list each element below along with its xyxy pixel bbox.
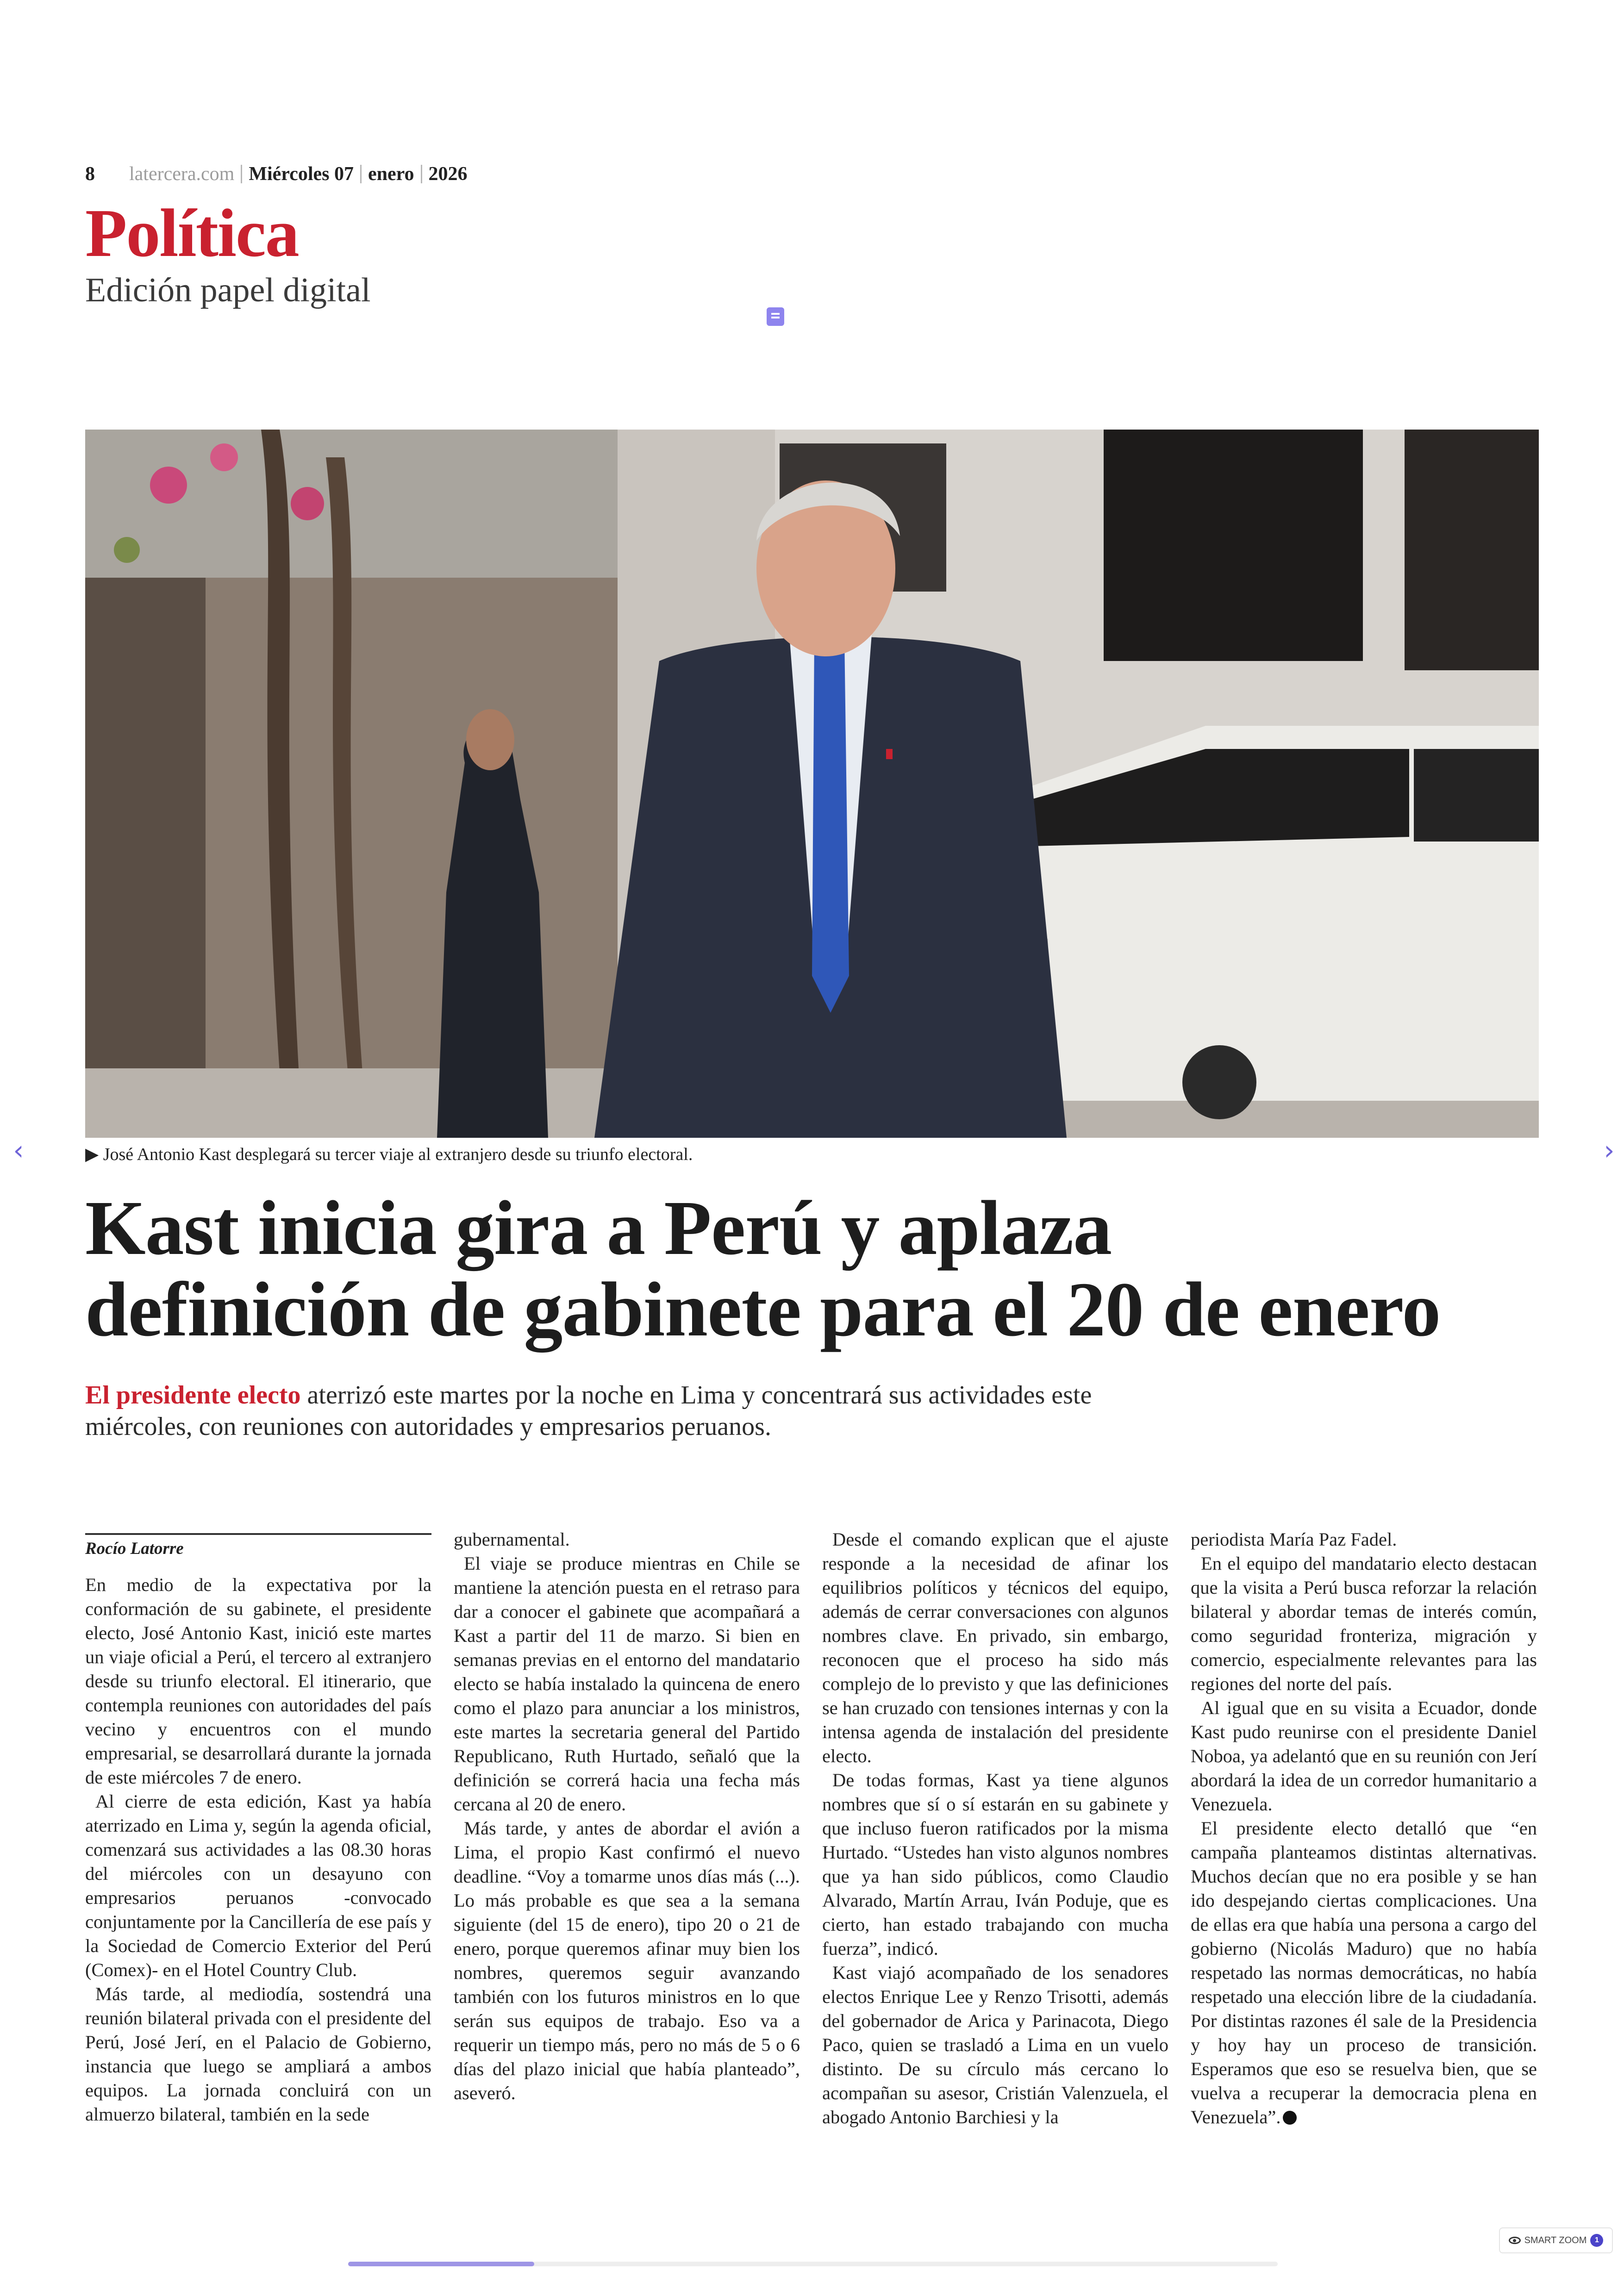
paragraph: periodista María Paz Fadel. (1191, 1529, 1397, 1550)
previous-page-button[interactable] (5, 1136, 32, 1164)
deck-text: aterrizó este martes por la noche en Lima y concentrará sus actividades este miércoles, con reuniones con autoridades y empresarios peruanos. (85, 1381, 1092, 1441)
paragraph: En el equipo del mandatario electo destacan que la visita a Perú busca reforzar la relación bilateral y abordar temas de interés común, como seguridad fronteriza, migración y comercio, especialmente relevantes para las regiones del norte del país. (1191, 1553, 1537, 1694)
paragraph: Al cierre de esta edición, Kast ya había aterrizado en Lima y, según la agenda oficial, comenzará sus actividades a las 08.30 horas del miércoles con un desayuno con empresarios peruanos -convocado conjuntamente por la Cancillería de ese país y la Sociedad de Comercio Exterior del Perú (Comex)- en el Hotel Country Club. (85, 1791, 431, 1980)
end-of-article-icon (1283, 2111, 1297, 2125)
article-column-2 (454, 1528, 800, 2105)
article-column-3 (822, 1528, 1168, 2129)
smart-zoom-label: SMART ZOOM (1524, 2235, 1587, 2245)
edition-label: Edición papel digital (85, 271, 371, 309)
paragraph-last (1191, 1816, 1537, 2129)
photo-caption: ▶ José Antonio Kast desplegará su tercer viaje al extranjero desde su triunfo electoral. (85, 1145, 693, 1164)
smart-zoom-button[interactable] (1499, 2227, 1613, 2253)
note-icon[interactable] (767, 307, 784, 326)
byline: Rocío Latorre (85, 1533, 431, 1559)
deck-kicker: El presidente electo (85, 1381, 301, 1409)
chevron-left-icon: ‹ (13, 1135, 24, 1166)
paragraph: gubernamental. (454, 1529, 570, 1550)
site-name: latercera.com (129, 163, 235, 185)
paragraph: Más tarde, y antes de abordar el avión a Lima, el propio Kast confirmó el nuevo deadline. “Voy a tomarme unos días más (...). Lo más probable es que sea a la semana siguiente (del 15 de enero), tipo 20 o 21 de enero, porque queremos afinar muy bien los nombres, queremos seguir avanzando también con los futuros ministros en lo que serán sus equipos de trabajo. Eso va a requerir un tiempo más, pero no más de 5 o 6 días del plazo inicial que había planteado”, aseveró. (454, 1818, 800, 2103)
folio-divider (360, 165, 362, 183)
folio-divider (421, 165, 422, 183)
article-photo (85, 430, 1539, 1138)
paragraph-text: El presidente electo detalló que “en campaña planteamos distintas alternativas. Muchos decían que no era posible y se han ido despejando ciertas complicaciones. Una de ellas era que había una persona a cargo del gobierno (Nicolás Maduro) que no había respetado las normas democráticas, no había respetado una elección libre de la ciudadanía. Por distintas razones él sale de la Presidencia y hoy hay un proceso de transición. Esperamos que eso se resuelva bien, que se vuelva a recuperar la democracia plena en Venezuela”. (1191, 1818, 1537, 2127)
paragraph: De todas formas, Kast ya tiene algunos nombres que sí o sí estarán en su gabinete y que incluso fueron ratificados por la misma Hurtado. “Ustedes han visto algunos nombres que ya han sido públicos, como Claudio Alvarado, Martín Arrau, Iván Poduje, que es cierto, han estado trabajando con mucha fuerza”, indicó. (822, 1770, 1168, 1959)
chevron-right-icon: › (1604, 1135, 1615, 1166)
section-title: Política (85, 195, 299, 271)
article-column-1 (85, 1573, 431, 2127)
paragraph: En medio de la expectativa por la conformación de su gabinete, el presidente electo, José Antonio Kast, inició este martes un viaje oficial a Perú, el tercero al extranjero desde su triunfo electoral. El itinerario, que contempla reuniones con autoridades del país vecino y encuentros con el mundo empresarial, se desarrollará durante la jornada de este miércoles 7 de enero. (85, 1574, 431, 1788)
eye-icon (1509, 2237, 1521, 2244)
next-page-button[interactable] (1595, 1136, 1623, 1164)
headline-line: Kast inicia gira a Perú y aplaza (85, 1185, 1112, 1271)
paragraph: Desde el comando explican que el ajuste responde a la necesidad de afinar los equilibrios políticos y técnicos del equipo, además de cerrar conversaciones con algunos nombres clave. En privado, sin embargo, reconocen que el proceso ha sido más complejo de lo previsto y que las definiciones se han cruzado con tensiones internas y con la intensa agenda de instalación del presidente electo. (822, 1529, 1168, 1766)
paragraph: Kast viajó acompañado de los senadores electos Enrique Lee y Renzo Trisotti, además del gobernador de Arica y Parinacota, Diego Paco, quien se trasladó a Lima en un vuelo distinto. De su círculo más cercano lo acompañan su asesor, Cristián Valenzuela, el abogado Antonio Barchiesi y la (822, 1962, 1168, 2127)
paragraph: Más tarde, al mediodía, sostendrá una reunión bilateral privada con el presidente del Perú, José Jerí, en el Palacio de Gobierno, instancia que luego se ampliará a ambos equipos. La jornada concluirá con un almuerzo bilateral, también en la sede (85, 1983, 431, 2125)
headline-line: definición de gabinete para el 20 de enero (85, 1266, 1441, 1353)
page-progress-fill (348, 2262, 534, 2266)
article-headline (85, 1185, 1441, 1353)
issue-year: 2026 (428, 163, 468, 185)
smart-zoom-count-badge: 1 (1590, 2234, 1603, 2247)
issue-weekday-day: Miércoles 07 (249, 163, 354, 185)
paragraph: El viaje se produce mientras en Chile se mantiene la atención puesta en el retraso para dar a conocer el gabinete que acompañará a Kast a partir del 11 de marzo. Si bien en semanas previas en el entorno del mandatario electo se había instalado la quincena de enero como el plazo para anunciar a los ministros, este martes la secretaria general del Partido Republicano, Ruth Hurtado, señaló que la definición se correrá hacia una fecha más cercana al 20 de enero. (454, 1553, 800, 1815)
page-progress-bar[interactable] (348, 2262, 1278, 2266)
paragraph: Al igual que en su visita a Ecuador, donde Kast pudo reunirse con el presidente Daniel Noboa, ya adelantó que en su reunión con Jerí abordará la idea de un corredor humanitario a Venezuela. (1191, 1697, 1537, 1815)
page-folio (85, 159, 468, 189)
article-deck (85, 1379, 1104, 1442)
article-column-4 (1191, 1528, 1537, 2129)
issue-month: enero (368, 163, 414, 185)
page-number: 8 (85, 163, 95, 185)
folio-divider (241, 165, 242, 183)
